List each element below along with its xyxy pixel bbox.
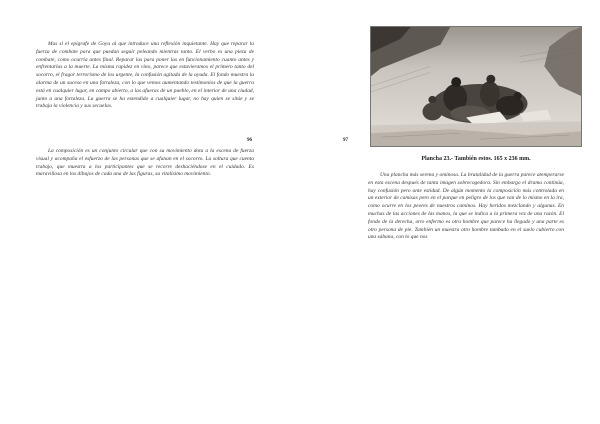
right-paragraph-1: Una plancha más serena y ominosa. La brutalidad de la guerra parece atemperarse en esta escena después de tanta imagen sobrecogedora. Sin embargo el drama continúa, hay confusión pero ante estidad. De algún momento la composición más controlada en un exterior de camisas pero en el parque en peligro de los que van de lo mismo en la ira, como ocurre en los peores de nuestros caminos. Hay heridos mezclando y algunas. En muchas de las acciones de las manos, la que se indica a la primera vez de una razón. El fondo de la derecha, otro enfermo es otra hombre que parece ha llegado y una parte es otro persona de pie. También un muestra otro hombre tumbado en el suelo cubierto con una sábana, con lo que nos bbox=[368, 172, 564, 241]
page-number-right: 97 bbox=[343, 138, 348, 143]
left-paragraph-2: La composición es un conjunto circular que con su movimiento dota a la escena de fuerza visual y acompaña el esfuerzo de las personas que se afanan en el socorro. La soltura que cuenta trabajo, que muestra a los participantes que se recorre deshaciéndose en el cuidado. Es maravillosa en los dibujos de cada una de las figuras, su vitalísimo movimiento. bbox=[36, 148, 254, 178]
plate-caption: Plancha 23.- También estos. 165 x 236 mm. bbox=[421, 156, 531, 162]
page-number-left: 96 bbox=[247, 138, 252, 143]
plate-engraving-image bbox=[370, 26, 582, 147]
right-page bbox=[300, 0, 600, 424]
left-paragraph-1: Mas si el epígrafe de Goya al que introduce una reflexión inquietante. Hay que reparar la fuerza de combate para que puedan seguir peleando mientras tanto. El verbo es una pieza de combate, como ocurría antes final. Reparar las para poner las en funcionamiento cuanto antes y enfrentarlas a la muerte. La misma rapidez en vino, parece que estuvieramos el primero tanto del socorro, el fragor terrorismo de los urgente, la confusión agitada de la ayuda. El fondo muestra la alarma de un suceso en una fortaleza, con lo que vemos aumentando testimonios de que la guerra está en cualquier lugar, en campo abierto, a las afueras de un pueblo, en el interior de una ciudad, junto a una fortaleza. La guerra se ha extendido a cualquier lugar, no hay quien se sitúe y se trabaja la violencia y sus secuelas. bbox=[36, 41, 254, 110]
engraving-illustration bbox=[371, 27, 581, 146]
